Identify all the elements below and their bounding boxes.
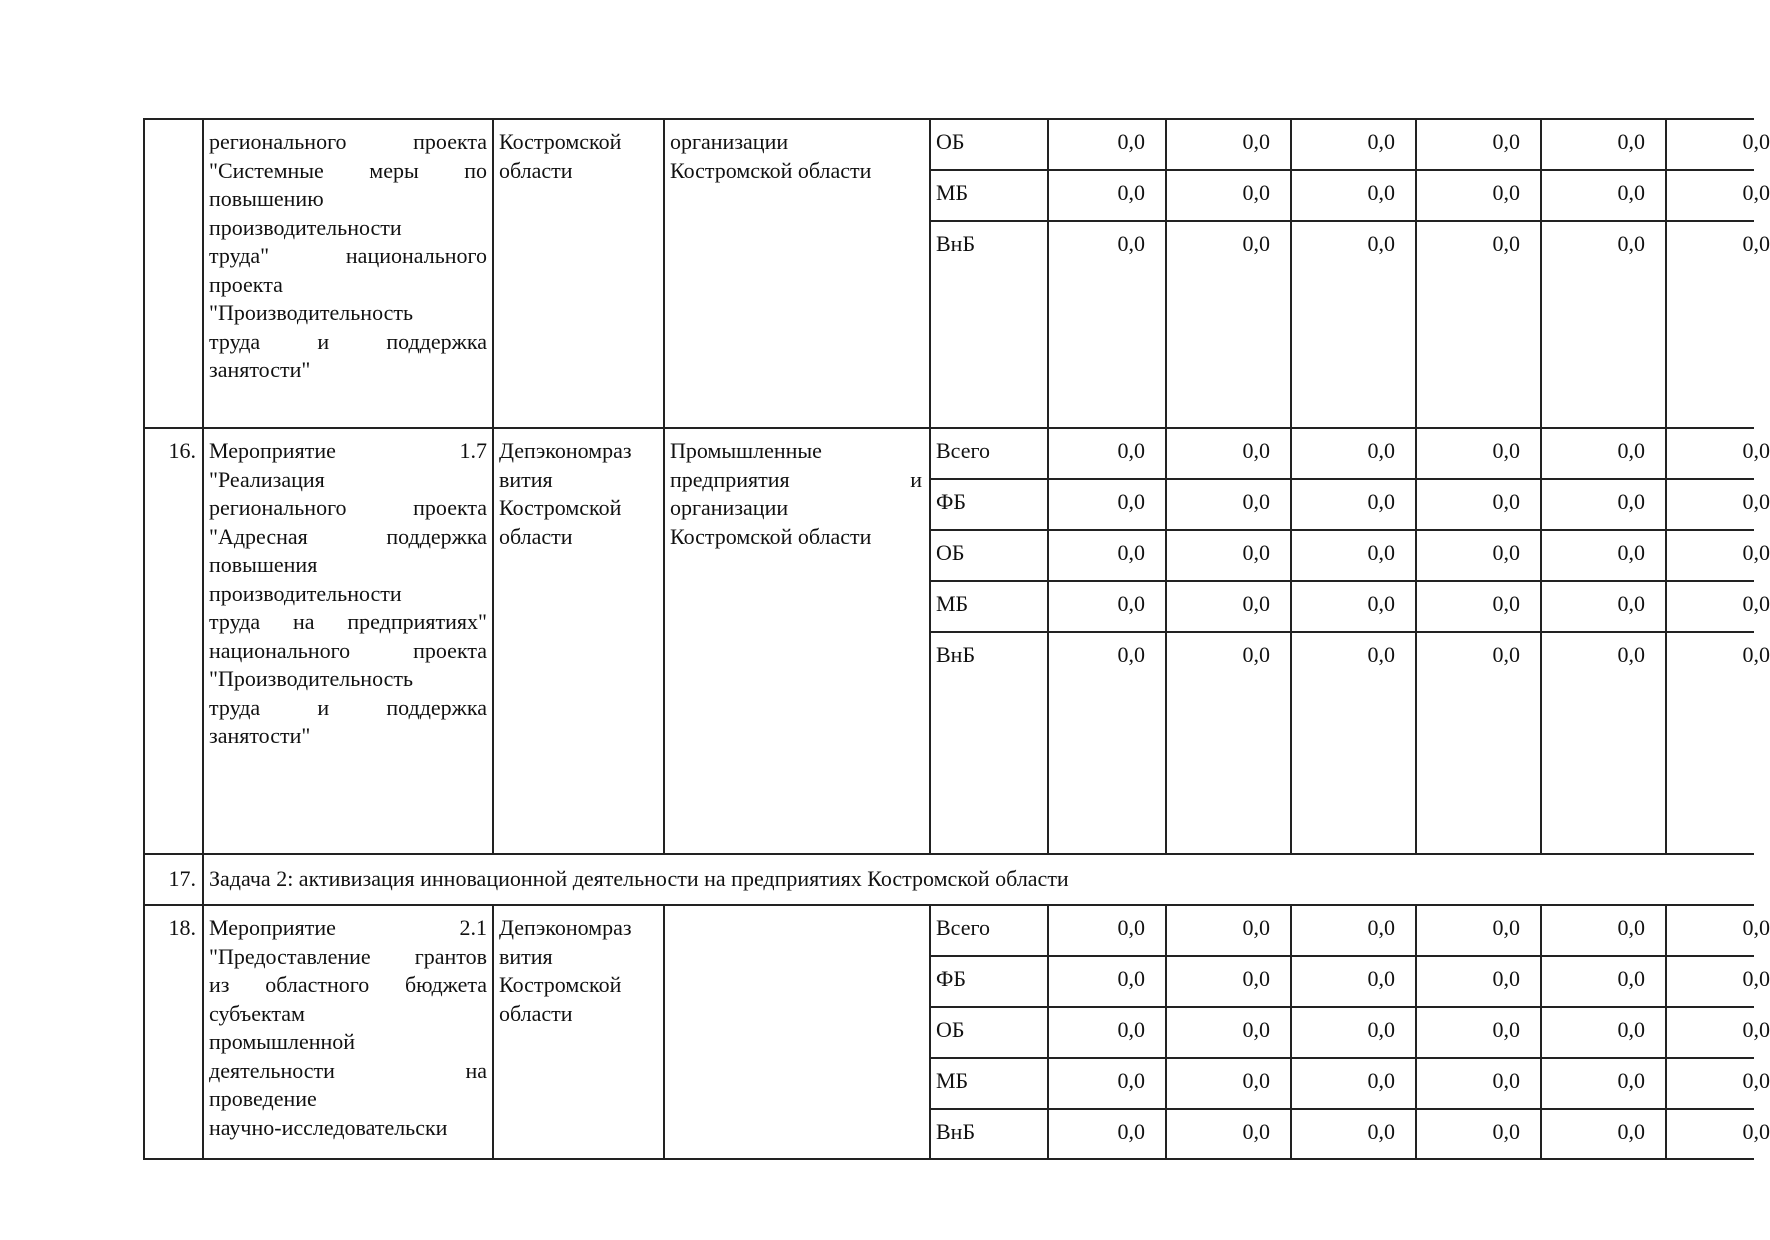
subrow-divider <box>929 1006 1754 1008</box>
funding-value: 0,0 <box>1742 642 1770 667</box>
funding-value: 0,0 <box>1367 231 1395 256</box>
event-name-line: "Предоставление грантов <box>209 943 487 969</box>
subrow-divider <box>929 529 1754 531</box>
event-name-line: занятости" <box>209 723 311 748</box>
funding-value: 0,0 <box>1492 540 1520 565</box>
participants-line: организации <box>670 495 789 520</box>
funding-value: 0,0 <box>1492 438 1520 463</box>
column-divider <box>1047 118 1049 427</box>
subrow-divider <box>929 955 1754 957</box>
funding-value: 0,0 <box>1367 540 1395 565</box>
funding-value: 0,0 <box>1117 231 1145 256</box>
row-number: 17. <box>168 866 196 891</box>
funding-value: 0,0 <box>1492 915 1520 940</box>
funding-value: 0,0 <box>1242 1119 1270 1144</box>
funding-source-label: ОБ <box>936 1017 965 1042</box>
subrow-divider <box>929 631 1754 633</box>
column-divider <box>1665 427 1667 853</box>
funding-value: 0,0 <box>1617 642 1645 667</box>
event-name-line: промышленной <box>209 1029 356 1054</box>
column-divider <box>492 118 494 427</box>
event-name-line: производительности <box>209 580 402 606</box>
event-name-line: повышения <box>209 552 318 577</box>
funding-value: 0,0 <box>1742 489 1770 514</box>
funding-value: 0,0 <box>1617 966 1645 991</box>
event-name-line: субъектам <box>209 1000 305 1026</box>
funding-source-label: ФБ <box>936 966 967 991</box>
event-name-line: национального проекта <box>209 637 487 663</box>
funding-value: 0,0 <box>1367 966 1395 991</box>
event-name-line: регионального проекта <box>209 129 487 154</box>
subrow-divider <box>929 169 1754 171</box>
column-divider <box>1540 904 1542 1158</box>
executor-line: области <box>499 1000 573 1026</box>
column-divider <box>1047 904 1049 1158</box>
table-border-top <box>143 118 1754 120</box>
event-name-line: из областного бюджета <box>209 972 487 997</box>
event-name-line: научно-исследовательски <box>209 1114 448 1140</box>
column-divider <box>663 904 665 1158</box>
funding-value: 0,0 <box>1242 642 1270 667</box>
event-name-line: производительности <box>209 214 402 240</box>
executor-line: Костромской <box>499 129 622 154</box>
executor-line: Костромской <box>499 495 622 520</box>
column-divider <box>929 904 931 1158</box>
funding-source-label: ВнБ <box>936 642 976 667</box>
event-name-line: труда и поддержка <box>209 694 487 720</box>
funding-value: 0,0 <box>1492 1017 1520 1042</box>
funding-value: 0,0 <box>1617 915 1645 940</box>
column-divider <box>1047 427 1049 853</box>
column-divider <box>663 427 665 853</box>
participants-line: Костромской области <box>670 157 872 183</box>
row-divider <box>143 427 1754 429</box>
funding-value: 0,0 <box>1367 489 1395 514</box>
funding-value: 0,0 <box>1117 915 1145 940</box>
funding-value: 0,0 <box>1492 129 1520 154</box>
column-divider <box>1540 118 1542 427</box>
funding-value: 0,0 <box>1242 489 1270 514</box>
column-divider <box>1415 118 1417 427</box>
funding-value: 0,0 <box>1117 1068 1145 1093</box>
funding-value: 0,0 <box>1617 1119 1645 1144</box>
funding-source-label: МБ <box>936 591 969 616</box>
column-divider <box>663 118 665 427</box>
event-name-line: Мероприятие 2.1 <box>209 915 487 940</box>
column-divider <box>1415 904 1417 1158</box>
event-name-line: "Производительность <box>209 300 414 325</box>
funding-value: 0,0 <box>1742 1068 1770 1093</box>
column-divider <box>1540 427 1542 853</box>
funding-source-label: ВнБ <box>936 1119 976 1144</box>
funding-value: 0,0 <box>1367 1017 1395 1042</box>
funding-value: 0,0 <box>1117 438 1145 463</box>
funding-value: 0,0 <box>1492 231 1520 256</box>
column-divider <box>1165 427 1167 853</box>
row-divider <box>143 853 1754 855</box>
funding-value: 0,0 <box>1367 180 1395 205</box>
funding-value: 0,0 <box>1492 966 1520 991</box>
executor-line: вития <box>499 466 553 492</box>
event-name-line: Мероприятие 1.7 <box>209 438 487 463</box>
funding-value: 0,0 <box>1242 180 1270 205</box>
funding-source-label: ОБ <box>936 540 965 565</box>
column-divider <box>1665 904 1667 1158</box>
event-name-line: "Адресная поддержка <box>209 523 487 549</box>
funding-value: 0,0 <box>1742 180 1770 205</box>
column-divider <box>1290 904 1292 1158</box>
funding-value: 0,0 <box>1742 591 1770 616</box>
event-name-line: "Реализация <box>209 466 325 492</box>
funding-value: 0,0 <box>1242 1068 1270 1093</box>
subrow-divider <box>929 1057 1754 1059</box>
funding-value: 0,0 <box>1617 438 1645 463</box>
executor-line: Депэкономраз <box>499 915 632 940</box>
funding-value: 0,0 <box>1492 591 1520 616</box>
participants-line: Костромской области <box>670 523 872 549</box>
executor-line: области <box>499 157 573 183</box>
funding-value: 0,0 <box>1742 1017 1770 1042</box>
funding-value: 0,0 <box>1617 489 1645 514</box>
funding-value: 0,0 <box>1242 438 1270 463</box>
funding-value: 0,0 <box>1367 1068 1395 1093</box>
funding-source-label: МБ <box>936 180 969 205</box>
event-name-line: занятости" <box>209 357 311 382</box>
event-name-line: труда на предприятиях" <box>209 609 487 634</box>
funding-value: 0,0 <box>1617 129 1645 154</box>
funding-source-label: ФБ <box>936 489 967 514</box>
funding-value: 0,0 <box>1117 591 1145 616</box>
event-name-line: повышению <box>209 186 324 211</box>
funding-value: 0,0 <box>1242 129 1270 154</box>
funding-value: 0,0 <box>1117 1017 1145 1042</box>
funding-value: 0,0 <box>1742 1119 1770 1144</box>
funding-value: 0,0 <box>1617 231 1645 256</box>
event-name-line: "Производительность <box>209 666 414 691</box>
funding-value: 0,0 <box>1117 966 1145 991</box>
table-border-bottom <box>143 1158 1754 1160</box>
subrow-divider <box>929 580 1754 582</box>
funding-value: 0,0 <box>1117 1119 1145 1144</box>
column-divider <box>1165 904 1167 1158</box>
event-name-line: труда" национального <box>209 243 487 268</box>
subrow-divider <box>929 478 1754 480</box>
funding-value: 0,0 <box>1742 966 1770 991</box>
column-divider <box>492 427 494 853</box>
funding-value: 0,0 <box>1617 1068 1645 1093</box>
funding-value: 0,0 <box>1617 1017 1645 1042</box>
funding-value: 0,0 <box>1492 489 1520 514</box>
event-name-line: регионального проекта <box>209 495 487 520</box>
funding-source-label: ВнБ <box>936 231 976 256</box>
funding-value: 0,0 <box>1367 129 1395 154</box>
column-divider <box>492 904 494 1158</box>
column-divider <box>1415 427 1417 853</box>
task-heading: Задача 2: активизация инновационной деятельности на предприятиях Костромской области <box>209 866 1069 891</box>
row-divider <box>143 904 1754 906</box>
participants-line: предприятия и <box>670 466 922 492</box>
column-divider <box>202 118 204 1158</box>
funding-source-label: ОБ <box>936 129 965 154</box>
column-divider <box>143 118 145 1158</box>
funding-value: 0,0 <box>1117 180 1145 205</box>
funding-source-label: Всего <box>936 438 990 463</box>
funding-value: 0,0 <box>1117 489 1145 514</box>
row-number: 16. <box>168 438 196 463</box>
event-name-line: проекта <box>209 271 283 297</box>
funding-source-label: Всего <box>936 915 990 940</box>
column-divider <box>1665 118 1667 427</box>
column-divider <box>929 427 931 853</box>
funding-source-label: МБ <box>936 1068 969 1093</box>
funding-value: 0,0 <box>1242 966 1270 991</box>
executor-line: области <box>499 523 573 549</box>
executor-line: Костромской <box>499 972 622 997</box>
column-divider <box>1290 118 1292 427</box>
event-name-line: "Системные меры по <box>209 157 487 183</box>
funding-value: 0,0 <box>1367 591 1395 616</box>
funding-value: 0,0 <box>1117 642 1145 667</box>
funding-value: 0,0 <box>1742 129 1770 154</box>
funding-value: 0,0 <box>1617 591 1645 616</box>
column-divider <box>1290 427 1292 853</box>
participants-line: организации <box>670 129 789 154</box>
column-divider <box>929 118 931 427</box>
funding-value: 0,0 <box>1742 438 1770 463</box>
executor-line: Депэкономраз <box>499 438 632 463</box>
subrow-divider <box>929 220 1754 222</box>
column-divider <box>1165 118 1167 427</box>
funding-value: 0,0 <box>1742 540 1770 565</box>
funding-value: 0,0 <box>1617 180 1645 205</box>
funding-value: 0,0 <box>1242 1017 1270 1042</box>
event-name-line: проведение <box>209 1086 317 1111</box>
funding-value: 0,0 <box>1367 915 1395 940</box>
funding-value: 0,0 <box>1242 231 1270 256</box>
subrow-divider <box>929 1108 1754 1110</box>
funding-value: 0,0 <box>1367 642 1395 667</box>
event-name-line: деятельности на <box>209 1057 487 1083</box>
funding-value: 0,0 <box>1117 540 1145 565</box>
funding-value: 0,0 <box>1117 129 1145 154</box>
funding-value: 0,0 <box>1492 1068 1520 1093</box>
funding-value: 0,0 <box>1242 540 1270 565</box>
event-name-line: труда и поддержка <box>209 328 487 354</box>
funding-value: 0,0 <box>1492 1119 1520 1144</box>
participants-line: Промышленные <box>670 438 822 463</box>
funding-value: 0,0 <box>1742 915 1770 940</box>
funding-value: 0,0 <box>1742 231 1770 256</box>
funding-value: 0,0 <box>1242 591 1270 616</box>
funding-value: 0,0 <box>1617 540 1645 565</box>
funding-value: 0,0 <box>1492 180 1520 205</box>
funding-value: 0,0 <box>1242 915 1270 940</box>
funding-value: 0,0 <box>1367 1119 1395 1144</box>
row-number: 18. <box>168 915 196 940</box>
funding-value: 0,0 <box>1367 438 1395 463</box>
funding-value: 0,0 <box>1492 642 1520 667</box>
executor-line: вития <box>499 943 553 969</box>
